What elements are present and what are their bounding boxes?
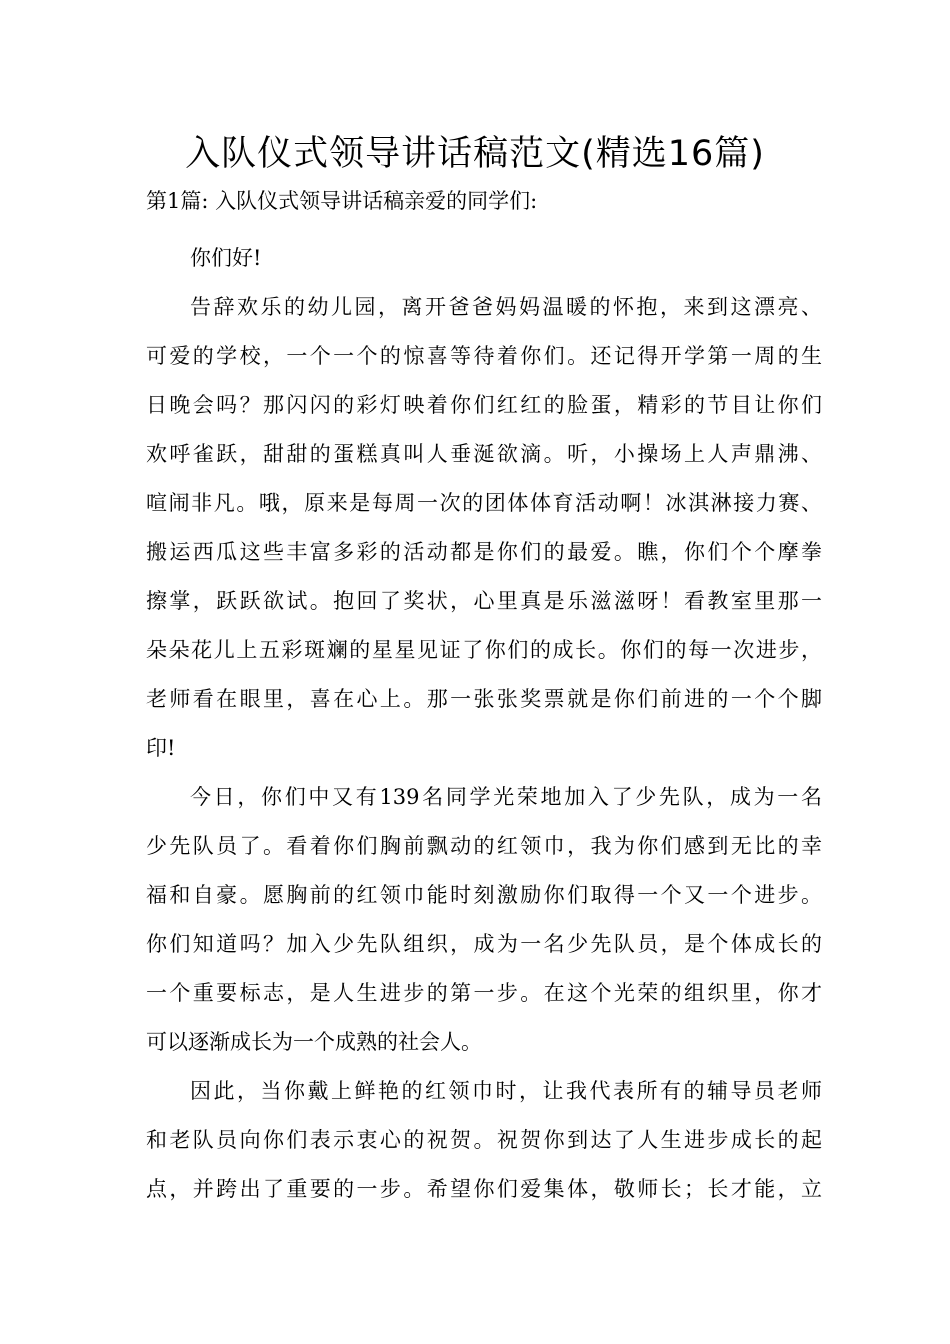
paragraph-line: 你们好! — [190, 246, 262, 270]
paragraph-line: 擦掌，跃跃欲试。抱回了奖状，心里真是乐滋滋呀！看教室里那一 — [146, 589, 822, 613]
paragraph-3 — [146, 773, 822, 1067]
paragraph-line: 搬运西瓜这些丰富多彩的活动都是你们的最爱。瞧，你们个个摩拳 — [146, 540, 822, 564]
paragraph-line: 朵朵花儿上五彩斑斓的星星见证了你们的成长。你们的每一次进步， — [146, 638, 822, 662]
paragraph-4 — [146, 1067, 822, 1214]
paragraph-line: 可爱的学校，一个一个的惊喜等待着你们。还记得开学第一周的生 — [146, 344, 822, 368]
paragraph-line: 印! — [146, 736, 176, 760]
paragraph-line: 可以逐渐成长为一个成熟的社会人。 — [146, 1030, 482, 1054]
document-body — [146, 185, 822, 1214]
paragraph-line: 一个重要标志，是人生进步的第一步。在这个光荣的组织里，你才 — [146, 981, 822, 1005]
paragraph-line: 福和自豪。愿胸前的红领巾能时刻激励你们取得一个又一个进步。 — [146, 883, 822, 907]
paragraph-1 — [146, 234, 822, 283]
document-title: 入队仪式领导讲话稿范文(精选16篇) — [185, 134, 765, 174]
paragraph-line: 今日，你们中又有139名同学光荣地加入了少先队，成为一名 — [190, 785, 822, 809]
paragraph-line: 和老队员向你们表示衷心的祝贺。祝贺你到达了人生进步成长的起 — [146, 1128, 822, 1152]
section-heading: 第1篇: 入队仪式领导讲话稿亲爱的同学们: — [146, 189, 538, 213]
paragraph-line: 日晚会吗？那闪闪的彩灯映着你们红红的脸蛋，精彩的节目让你们 — [146, 393, 822, 417]
paragraph-line: 欢呼雀跃，甜甜的蛋糕真叫人垂涎欲滴。听，小操场上人声鼎沸、 — [146, 442, 822, 466]
paragraph-line: 因此，当你戴上鲜艳的红领巾时，让我代表所有的辅导员老师 — [190, 1079, 822, 1103]
paragraph-line: 老师看在眼里，喜在心上。那一张张奖票就是你们前进的一个个脚 — [146, 687, 822, 711]
paragraph-line: 告辞欢乐的幼儿园，离开爸爸妈妈温暖的怀抱，来到这漂亮、 — [190, 295, 822, 319]
paragraph-line: 少先队员了。看着你们胸前飘动的红领巾，我为你们感到无比的幸 — [146, 834, 822, 858]
paragraph-2 — [146, 283, 822, 773]
paragraph-line: 你们知道吗？加入少先队组织，成为一名少先队员，是个体成长的 — [146, 932, 822, 956]
paragraph-line: 喧闹非凡。哦，原来是每周一次的团体体育活动啊！冰淇淋接力赛、 — [146, 491, 822, 515]
paragraph-line: 点，并跨出了重要的一步。希望你们爱集体，敬师长；长才能，立 — [146, 1177, 822, 1201]
